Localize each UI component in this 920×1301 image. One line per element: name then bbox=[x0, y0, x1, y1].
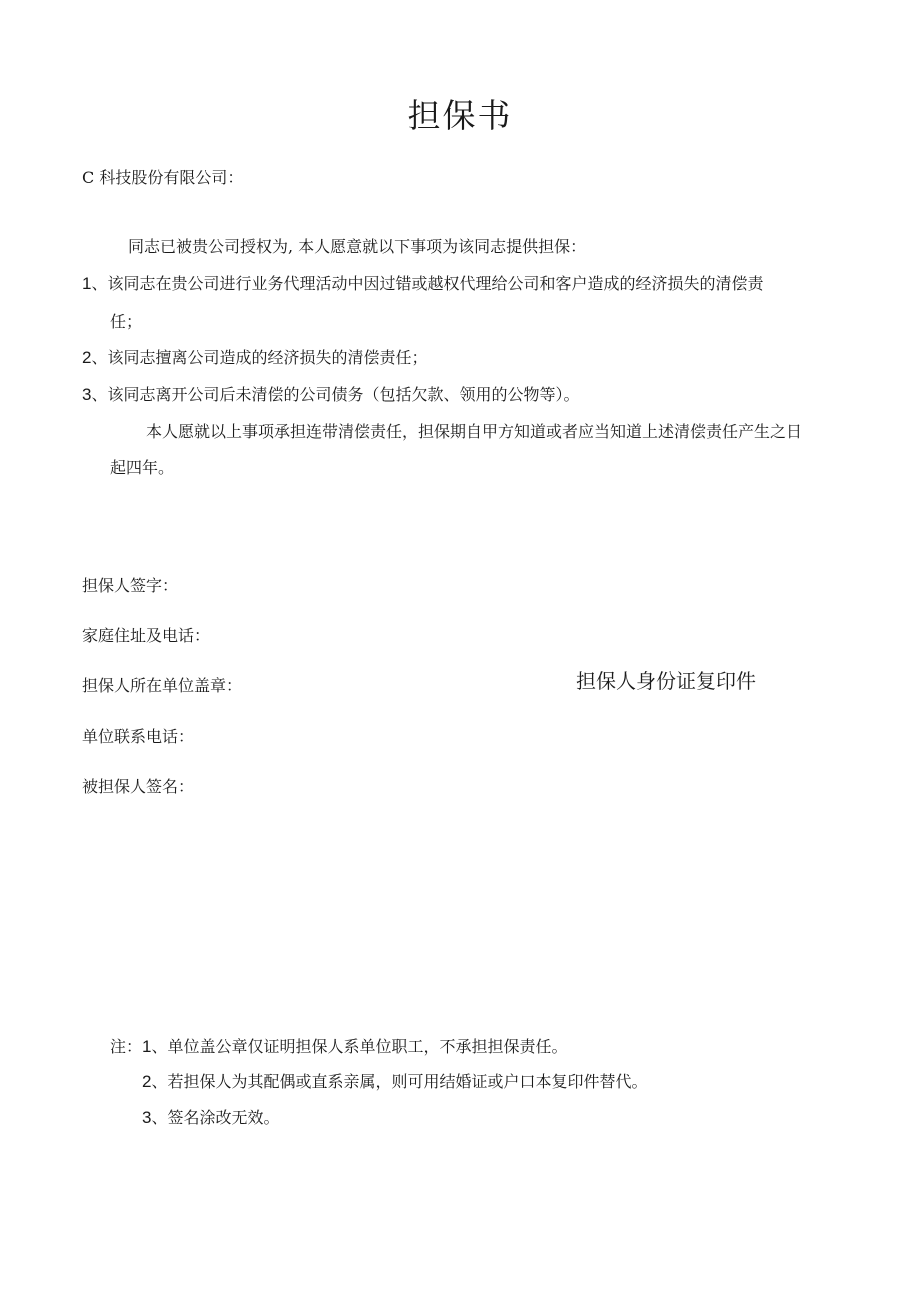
item-number: 1 bbox=[82, 274, 92, 293]
note-3 bbox=[142, 1108, 279, 1128]
note-1 bbox=[110, 1037, 568, 1057]
commitment-paragraph-continued: 起四年。 bbox=[110, 458, 175, 477]
note-text: 、若担保人为其配偶或直系亲属，则可用结婚证或户口本复印件替代。 bbox=[151, 1072, 648, 1091]
guaranteed-signature-field: 被担保人签名： bbox=[82, 777, 195, 796]
page-title: 担保书 bbox=[407, 96, 513, 135]
note-number: 2 bbox=[142, 1072, 152, 1091]
note-2 bbox=[142, 1072, 647, 1092]
addressee: C 科技股份有限公司： bbox=[82, 168, 244, 187]
note-text: 、签名涂改无效。 bbox=[151, 1108, 280, 1127]
id-copy-label: 担保人身份证复印件 bbox=[576, 669, 756, 693]
note-number: 1 bbox=[142, 1037, 152, 1056]
commitment-paragraph: 本人愿就以上事项承担连带清偿责任，担保期自甲方知道或者应当知道上述清偿责任产生之日 bbox=[146, 422, 803, 441]
note-text: 、单位盖公章仅证明担保人系单位职工，不承担担保责任。 bbox=[151, 1037, 568, 1056]
note-number: 3 bbox=[142, 1108, 152, 1127]
item-text: 、该同志离开公司后未清偿的公司债务（包括欠款、领用的公物等）。 bbox=[91, 385, 580, 404]
item-text: 、该同志擅离公司造成的经济损失的清偿责任； bbox=[91, 348, 428, 367]
item-number: 2 bbox=[82, 348, 92, 367]
list-item-1 bbox=[82, 274, 763, 294]
list-item-3 bbox=[82, 385, 579, 405]
note-prefix: 注： bbox=[110, 1037, 143, 1056]
item-number: 3 bbox=[82, 385, 92, 404]
item-text: 、该同志在贵公司进行业务代理活动中因过错或越权代理给公司和客户造成的经济损失的清偿责 bbox=[91, 274, 764, 293]
list-item-1-continued: 任； bbox=[110, 312, 143, 331]
unit-phone-field: 单位联系电话： bbox=[82, 727, 195, 746]
unit-seal-field: 担保人所在单位盖章： bbox=[82, 676, 243, 695]
intro-paragraph: 同志已被贵公司授权为, 本人愿意就以下事项为该同志提供担保： bbox=[128, 237, 587, 256]
guarantor-signature-field: 担保人签字： bbox=[82, 576, 179, 595]
home-address-phone-field: 家庭住址及电话： bbox=[82, 626, 211, 645]
list-item-2 bbox=[82, 348, 427, 368]
